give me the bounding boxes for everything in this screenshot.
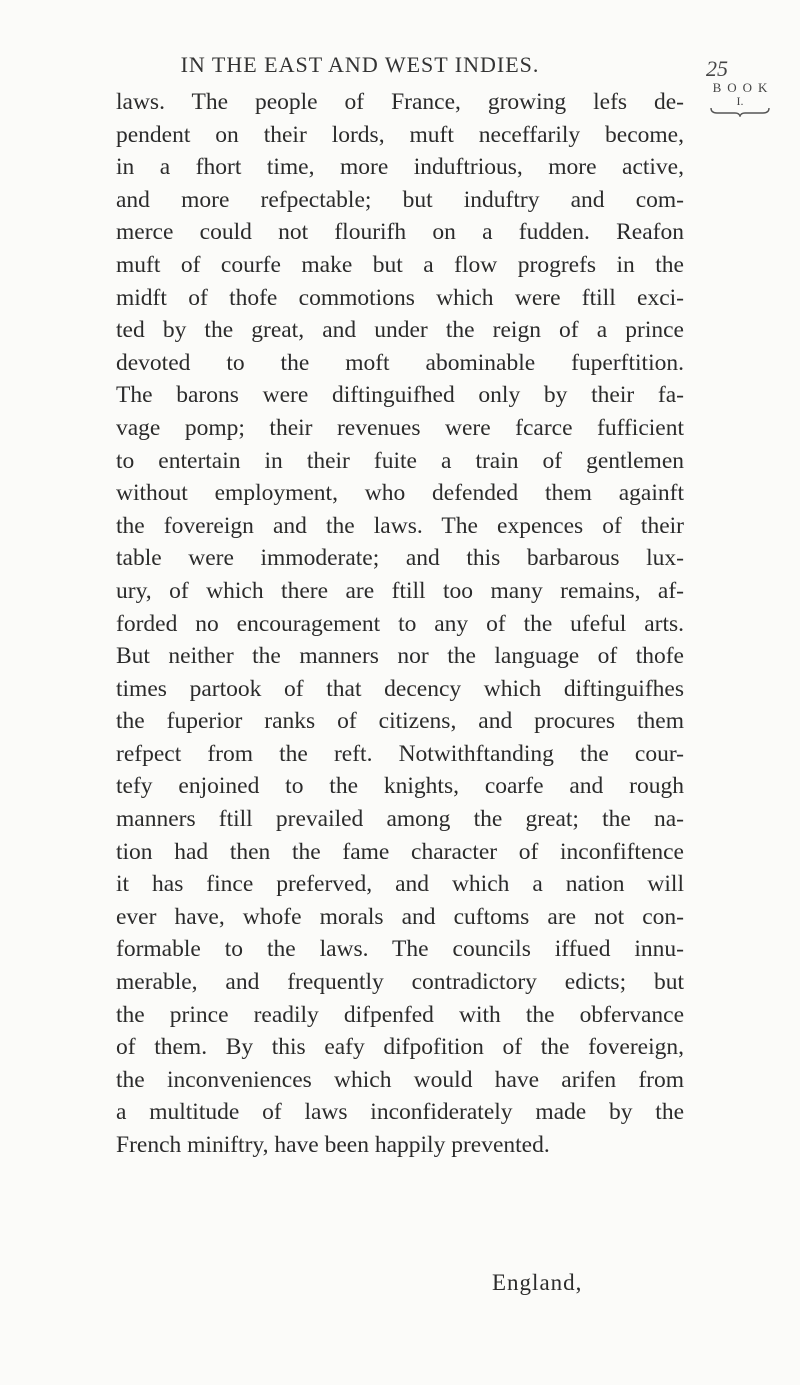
text-line: But neither the manners nor the language of thofe — [116, 643, 684, 670]
text-line: to entertain in their fuite a train of gentlemen — [116, 447, 684, 474]
catchword: England, — [492, 1270, 583, 1295]
text-line: of them. By this eafy difpofition of the fovereign, — [116, 1034, 684, 1061]
text-line: ever have, whofe morals and cuftoms are not con- — [116, 903, 684, 930]
text-line: merable, and frequently contradictory edicts; but — [116, 969, 684, 996]
text-line: refpect from the reft. Notwithftanding the cour- — [116, 740, 684, 767]
text-line: merce could not flourifh on a fudden. Reafon — [116, 219, 684, 246]
text-line: formable to the laws. The councils iffued innu- — [116, 936, 684, 963]
text-line: table were immoderate; and this barbarous lux- — [116, 545, 684, 572]
text-line: it has fince preferved, and which a nation will — [116, 871, 684, 898]
text-line: the fovereign and the laws. The expences of their — [116, 512, 684, 539]
text-line: the fuperior ranks of citizens, and procures them — [116, 708, 684, 735]
text-line: and more refpectable; but induftry and com- — [116, 186, 684, 213]
text-line: without employment, who defended them againft — [116, 480, 684, 507]
book-number: I. — [736, 94, 744, 108]
margin-note — [704, 80, 776, 117]
text-line: forded no encouragement to any of the ufeful arts. — [116, 610, 684, 637]
running-head: IN THE EAST AND WEST INDIES. — [180, 52, 540, 77]
text-line: times partook of that decency which diftinguifhes — [116, 675, 684, 702]
text-line: pendent on their lords, muft neceffarily become, — [116, 121, 684, 148]
text-line: tefy enjoined to the knights, coarfe and rough — [116, 773, 684, 800]
text-line: tion had then the fame character of inconfiftence — [116, 838, 684, 865]
text-line: manners ftill prevailed among the great; the na- — [116, 806, 684, 833]
text-line: vage pomp; their revenues were fcarce fufficient — [116, 414, 684, 441]
text-line: The barons were diftinguifhed only by their fa- — [116, 382, 684, 409]
text-line: the inconveniences which would have arifen from — [116, 1066, 684, 1093]
text-line: a multitude of laws inconfiderately made by the — [116, 1099, 684, 1126]
text-line: French miniftry, have been happily prevented. — [116, 1132, 550, 1158]
book-label: BOOK — [712, 80, 774, 95]
text-line: ury, of which there are ftill too many remains, af- — [116, 577, 684, 604]
text-line: laws. The people of France, growing lefs de- — [116, 89, 684, 115]
page-number: 25 — [706, 56, 728, 81]
text-line: midft of thofe commotions which were ftill exci- — [116, 284, 684, 311]
text-line: devoted to the moft abominable fuperftition. — [116, 349, 684, 376]
body-text — [116, 86, 684, 1162]
text-line: in a fhort time, more induftrious, more active, — [116, 154, 684, 181]
text-line: ted by the great, and under the reign of a prince — [116, 317, 684, 344]
text-line: the prince readily difpenfed with the obfervance — [116, 1001, 684, 1028]
text-line: muft of courfe make but a flow progrefs in the — [116, 251, 684, 278]
